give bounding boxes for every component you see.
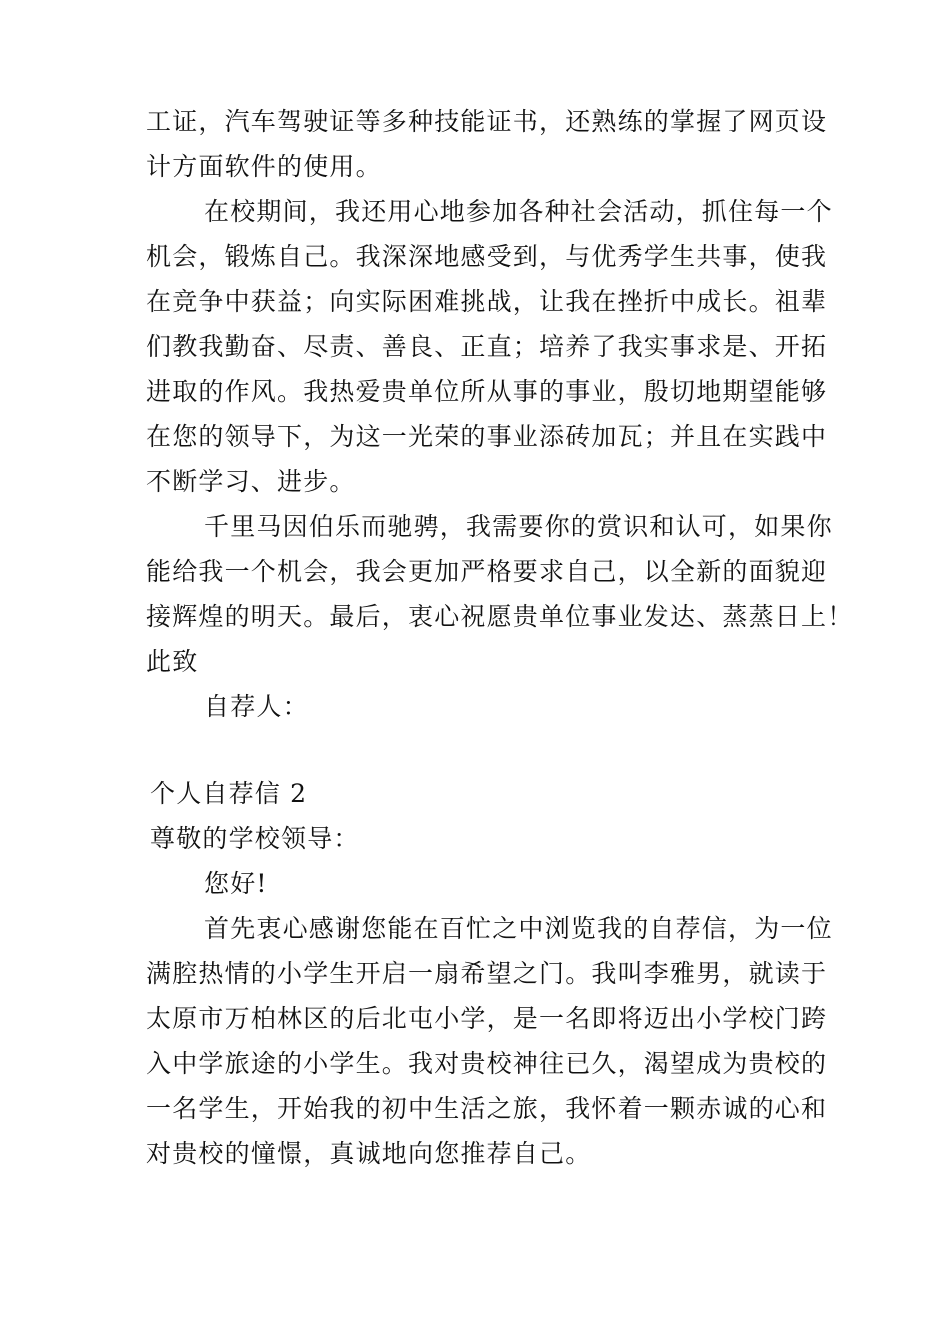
letter1-para3-line-2: 能给我一个机会，我会更加严格要求自己，以全新的面貌迎: [146, 557, 828, 586]
letter2-greeting: 您好!: [204, 869, 268, 898]
letter1-para3-line-1: 千里马因伯乐而驰骋，我需要你的赏识和认可，如果你: [204, 512, 833, 541]
letter2-para1-line-2: 满腔热情的小学生开启一扇希望之门。我叫李雅男，就读于: [146, 959, 828, 988]
letter1-para2-line-5: 进取的作风。我热爱贵单位所从事的事业，殷切地期望能够: [146, 377, 828, 406]
letter1-para2-line-4: 们教我勤奋、尽责、善良、正直；培养了我实事求是、开拓: [146, 332, 828, 361]
letter2-para1-line-4: 入中学旅途的小学生。我对贵校神往已久，渴望成为贵校的: [146, 1049, 828, 1078]
letter1-para1-line-2: 计方面软件的使用。: [146, 152, 382, 181]
letter2-salutation: 尊敬的学校领导：: [150, 824, 360, 853]
letter1-para2-line-6: 在您的领导下，为这一光荣的事业添砖加瓦；并且在实践中: [146, 422, 828, 451]
letter2-para1-line-3: 太原市万柏林区的后北屯小学，是一名即将迈出小学校门跨: [146, 1004, 828, 1033]
letter2-title: 个人自荐信 2: [150, 779, 308, 808]
letter2-para1-line-1: 首先衷心感谢您能在百忙之中浏览我的自荐信，为一位: [204, 914, 833, 943]
letter1-para2-line-7: 不断学习、进步。: [146, 467, 356, 496]
letter2-para1-line-6: 对贵校的憧憬，真诚地向您推荐自己。: [146, 1139, 592, 1168]
letter1-para3-line-3: 接辉煌的明天。最后，衷心祝愿贵单位事业发达、蒸蒸日上！: [146, 602, 854, 631]
letter1-closing: 此致: [146, 647, 199, 676]
letter1-para2-line-1: 在校期间，我还用心地参加各种社会活动，抓住每一个: [204, 197, 833, 226]
letter2-para1-line-5: 一名学生，开始我的初中生活之旅，我怀着一颗赤诚的心和: [146, 1094, 828, 1123]
letter1-para2-line-3: 在竞争中获益；向实际困难挑战，让我在挫折中成长。祖辈: [146, 287, 828, 316]
letter1-signature: 自荐人：: [204, 692, 309, 721]
letter1-para1-line-1: 工证，汽车驾驶证等多种技能证书，还熟练的掌握了网页设: [146, 107, 828, 136]
letter1-para2-line-2: 机会，锻炼自己。我深深地感受到，与优秀学生共事，使我: [146, 242, 828, 271]
